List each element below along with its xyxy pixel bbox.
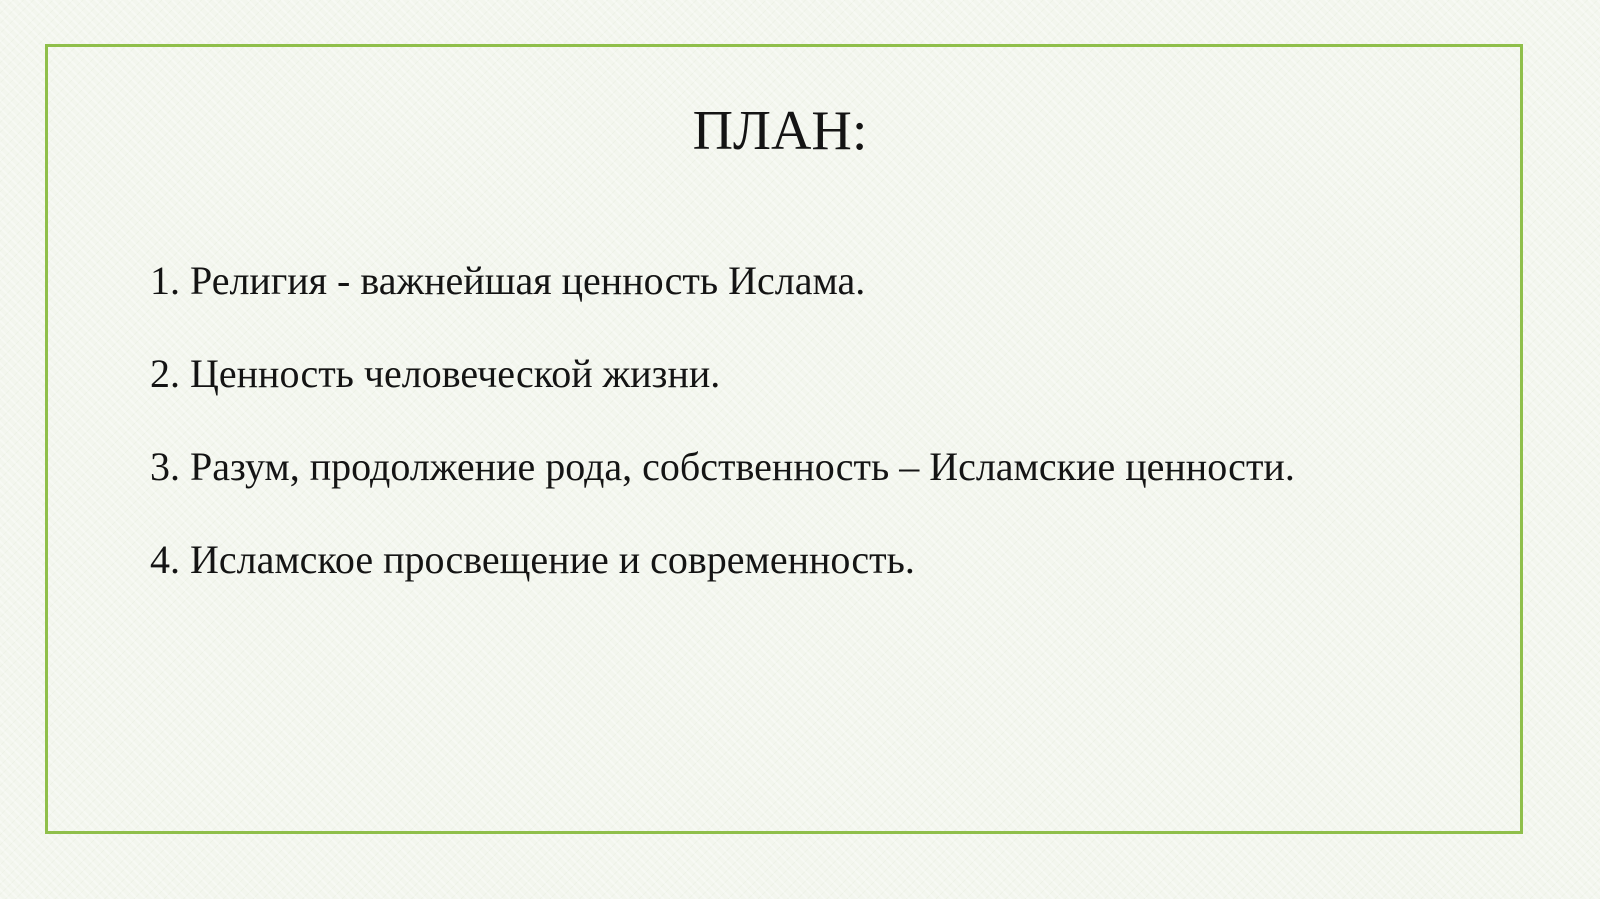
plan-item-1: 1. Религия - важнейшая ценность Ислама. [150,258,866,303]
plan-item-4: 4. Исламское просвещение и современность. [150,537,915,582]
plan-item-2: 2. Ценность человеческой жизни. [150,351,721,396]
plan-list [150,250,1350,622]
plan-item-3: 3. Разум, продолжение рода, собственность – Исламские ценности. [150,444,1295,489]
slide-title: ПЛАН: [692,100,868,162]
